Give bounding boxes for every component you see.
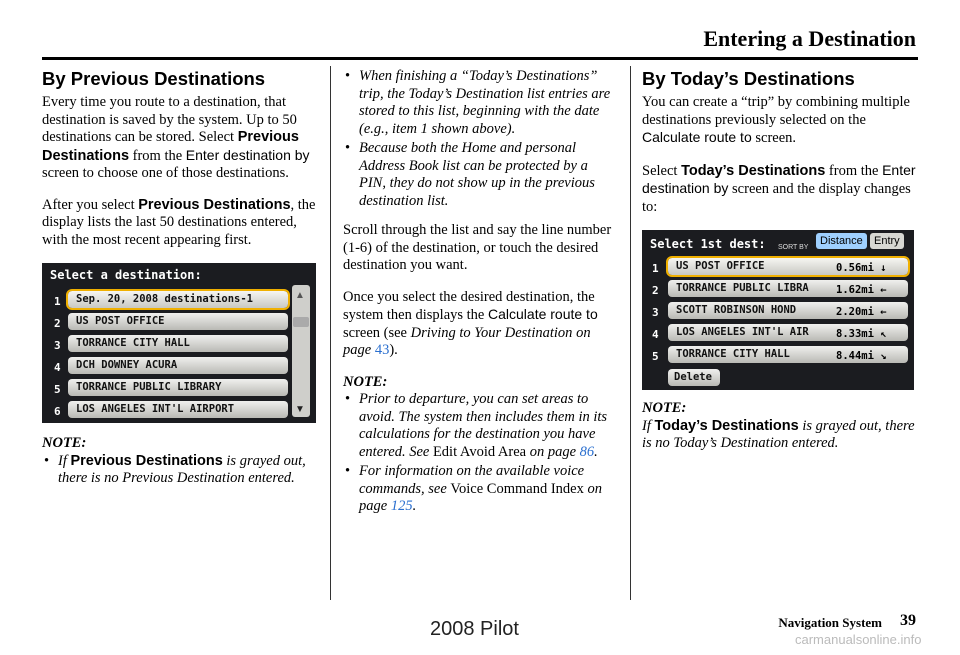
previous-destinations-screenshot	[42, 263, 316, 423]
list-item[interactable]: TORRANCE CITY HALL	[668, 346, 908, 363]
list-item[interactable]: DCH DOWNEY ACURA	[68, 357, 288, 374]
distance-value: 8.44mi ↘	[836, 350, 887, 362]
list-item: • If Previous Destinations is grayed out, there is no Previous Destination entered.	[42, 453, 318, 488]
row-number: 1	[652, 262, 659, 275]
section-heading: By Today’s Destinations	[642, 68, 855, 89]
row-number: 6	[54, 405, 61, 418]
row-number: 3	[54, 339, 61, 352]
screen-title: Select a destination:	[50, 268, 202, 282]
list-item[interactable]: TORRANCE PUBLIC LIBRARY	[68, 379, 288, 396]
column-middle	[343, 68, 617, 518]
row-number: 2	[652, 284, 659, 297]
column-todays-destinations	[642, 68, 918, 467]
scrollbar[interactable]	[292, 285, 310, 417]
list-item[interactable]: TORRANCE PUBLIC LIBRA	[668, 280, 908, 297]
row-number: 2	[54, 317, 61, 330]
distance-value: 8.33mi ↖	[836, 328, 887, 340]
list-item: • Because both the Home and personal Address Book list can be protected by a PIN, they do not show up in the previous destination list.	[343, 140, 617, 210]
list-item[interactable]: US POST OFFICE	[68, 313, 288, 330]
distance-value: 1.62mi ←	[836, 284, 887, 296]
row-number: 4	[652, 328, 659, 341]
paragraph: You can create a “trip” by combining multiple destinations previously selected on the Calculate route to screen.	[642, 94, 910, 146]
list-item[interactable]: Sep. 20, 2008 destinations-1	[68, 291, 288, 308]
section-heading: By Previous Destinations	[42, 68, 266, 89]
list-item[interactable]: LOS ANGELES INT'L AIRPORT	[68, 401, 288, 418]
note-label: NOTE:	[642, 400, 687, 416]
note-list	[42, 453, 318, 488]
row-number: 5	[54, 383, 61, 396]
footer-label: Navigation System	[778, 615, 882, 630]
row-number: 3	[652, 306, 659, 319]
note-list	[343, 391, 617, 516]
bullet-list	[343, 68, 617, 210]
header-rule	[42, 57, 918, 60]
scroll-up-icon[interactable]: ▲	[295, 290, 305, 301]
page-header: Entering a Destination	[703, 26, 916, 51]
page-link[interactable]: 43	[374, 342, 390, 358]
list-item[interactable]: TORRANCE CITY HALL	[68, 335, 288, 352]
row-number: 1	[54, 295, 61, 308]
list-item[interactable]: LOS ANGELES INT'L AIR	[668, 324, 908, 341]
paragraph: Scroll through the list and say the line number (1-6) of the destination, or touch the desired destination you want.	[343, 222, 612, 273]
page-number: 39	[900, 612, 916, 629]
paragraph: Once you select the desired destination, the system then displays the Calculate route to screen (see Driving to Your Destination on page 43).	[343, 288, 598, 358]
column-divider	[330, 66, 331, 600]
row-number: 4	[54, 361, 61, 374]
column-previous-destinations	[42, 68, 318, 490]
scroll-thumb[interactable]	[293, 317, 309, 327]
watermark: carmanualsonline.info	[795, 632, 922, 647]
list-item: • Prior to departure, you can set areas to avoid. The system then includes them in its calculations for the destination you have entered. See Edit Avoid Area on page 86.	[343, 391, 617, 461]
distance-value: 0.56mi ↓	[836, 262, 887, 274]
delete-button[interactable]: Delete	[668, 369, 720, 386]
paragraph: Every time you route to a destination, that destination is saved by the system. Up to 50 destinations can be stored. Select Previous Destinations from the Enter destination by screen to choose one of those destinations.	[42, 94, 310, 181]
list-item[interactable]: SCOTT ROBINSON HOND	[668, 302, 908, 319]
screen-title: Select 1st dest:	[650, 237, 766, 251]
todays-destinations-screenshot	[642, 230, 914, 390]
tab-distance[interactable]: Distance	[816, 233, 867, 249]
page-link[interactable]: 86	[579, 443, 595, 460]
list-item[interactable]: US POST OFFICE	[668, 258, 908, 275]
list-item: • For information on the available voice commands, see Voice Command Index on page 125.	[343, 463, 617, 516]
paragraph: Select Today’s Destinations from the Enter destination by screen and the display changes to:	[642, 161, 916, 215]
tab-entry[interactable]: Entry	[870, 233, 904, 249]
column-divider	[630, 66, 631, 600]
sort-label: SORT BY	[778, 244, 809, 251]
scroll-down-icon[interactable]: ▼	[295, 404, 305, 415]
brand-label: 2008 Pilot	[430, 618, 519, 640]
row-number: 5	[652, 350, 659, 363]
list-item: • When finishing a “Today’s Destinations” trip, the Today’s Destination list entries are stored to this list, beginning with the date (e.g., item 1 shown above).	[343, 68, 617, 138]
note-label: NOTE:	[343, 373, 388, 390]
note-label: NOTE:	[42, 435, 87, 451]
paragraph: After you select Previous Destinations, the display lists the last 50 destinations entered, with the most recent appearing first.	[42, 196, 316, 248]
page-link[interactable]: 125	[390, 498, 413, 514]
distance-value: 2.20mi ←	[836, 306, 887, 318]
note-text: If Today’s Destinations is grayed out, there is no Today’s Destination entered.	[642, 417, 915, 451]
